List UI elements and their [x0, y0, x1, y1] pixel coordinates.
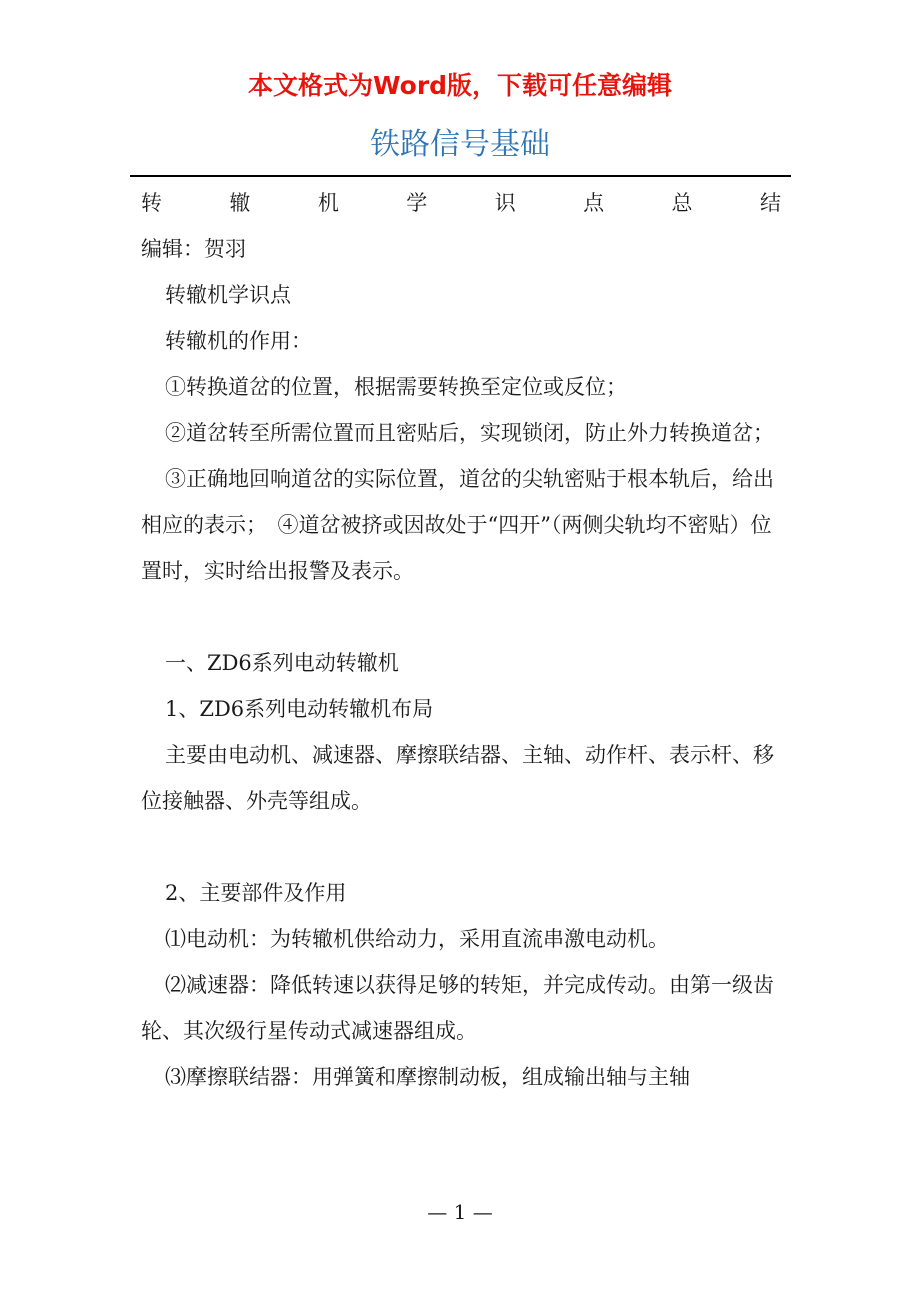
- title-char: 点: [583, 191, 605, 215]
- title-char: 学: [406, 191, 428, 215]
- section-subheading: 1、ZD6系列电动转辙机布局: [165, 697, 434, 721]
- title-char: 转: [141, 191, 162, 215]
- list-item: ⑶摩擦联结器：用弹簧和摩擦制动板，组成输出轴与主轴: [165, 1065, 690, 1089]
- page-number: — 1 —: [427, 1200, 493, 1224]
- format-notice-banner: 本文格式为Word版，下载可任意编辑: [247, 71, 673, 100]
- spacer: [141, 594, 781, 640]
- paragraph: 转辙机学识点: [165, 283, 291, 307]
- title-char: 总: [671, 191, 693, 215]
- header-divider: [130, 175, 791, 177]
- document-title: [141, 180, 781, 226]
- title-char: 结: [759, 191, 781, 215]
- header-title: 铁路信号基础: [370, 127, 550, 162]
- paragraph: ①转换道岔的位置，根据需要转换至定位或反位；: [165, 375, 627, 399]
- list-item: ⑴电动机：为转辙机供给动力，采用直流串激电动机。: [165, 927, 669, 951]
- paragraph: 主要由电动机、减速器、摩擦联结器、主轴、动作杆、表示杆、移位接触器、外壳等组成。: [141, 743, 774, 813]
- spacer: [141, 824, 781, 870]
- title-char: 识: [494, 191, 516, 215]
- paragraph: ③正确地回响道岔的实际位置，道岔的尖轨密贴于根本轨后，给出相应的表示； ④道岔被挤或因故处于“四开”（两侧尖轨均不密贴）位置时，实时给出报警及表示。: [141, 467, 774, 583]
- list-item: ⑵减速器：降低转速以获得足够的转矩，并完成传动。由第一级齿轮、其次级行星传动式减速器组成。: [141, 973, 774, 1043]
- title-char: 辙: [229, 191, 251, 215]
- paragraph: 转辙机的作用：: [165, 329, 312, 353]
- paragraph: ②道岔转至所需位置而且密贴后，实现锁闭，防止外力转换道岔；: [165, 421, 774, 445]
- document-body: [141, 180, 781, 1100]
- section-heading: 2、主要部件及作用: [165, 881, 347, 905]
- title-char: 机: [317, 191, 339, 215]
- editor-line: 编辑：贺羽: [141, 237, 246, 261]
- section-heading: 一、ZD6系列电动转辙机: [165, 651, 399, 675]
